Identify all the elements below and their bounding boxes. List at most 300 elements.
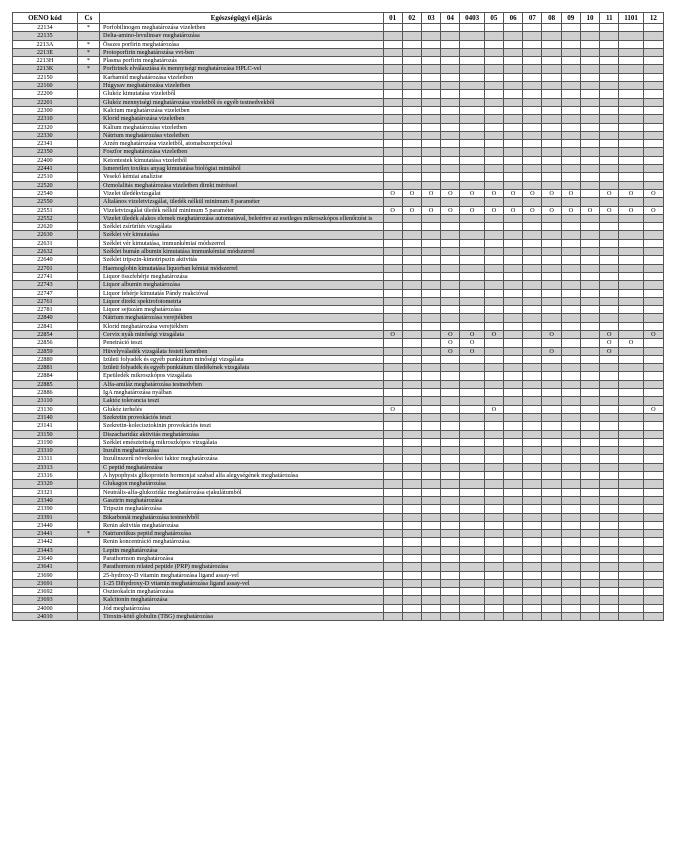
table-row <box>13 521 664 529</box>
procedure-name-cell: Parathormon meghatározása <box>100 555 383 563</box>
mark-cell <box>619 380 643 388</box>
mark-cell <box>600 505 619 513</box>
mark-cell <box>503 32 522 40</box>
mark-cell <box>600 613 619 621</box>
mark-cell <box>643 239 663 247</box>
mark-cell <box>619 256 643 264</box>
procedure-name-cell: Liquor sejtszám meghatározása <box>100 306 383 314</box>
mark-cell <box>600 355 619 363</box>
mark-cell <box>383 438 402 446</box>
mark-cell <box>460 297 484 305</box>
mark-cell <box>421 148 440 156</box>
mark-cell <box>383 281 402 289</box>
table-body <box>13 24 664 621</box>
cs-cell <box>77 563 99 571</box>
mark-cell <box>402 281 421 289</box>
mark-cell <box>542 131 561 139</box>
mark-cell <box>523 98 542 106</box>
mark-cell <box>421 555 440 563</box>
mark-cell <box>503 314 522 322</box>
mark-cell <box>441 65 460 73</box>
mark-cell <box>561 98 580 106</box>
mark-cell <box>383 256 402 264</box>
mark-cell <box>503 521 522 529</box>
mark-cell <box>441 98 460 106</box>
mark-cell <box>383 264 402 272</box>
mark-cell <box>643 355 663 363</box>
mark-cell <box>619 347 643 355</box>
table-row <box>13 505 664 513</box>
mark-cell <box>561 297 580 305</box>
mark-cell <box>402 505 421 513</box>
mark-cell <box>542 148 561 156</box>
mark-cell <box>600 389 619 397</box>
mark-cell <box>421 530 440 538</box>
mark-cell <box>542 297 561 305</box>
mark-cell <box>643 364 663 372</box>
mark-cell <box>402 480 421 488</box>
cs-cell <box>77 98 99 106</box>
mark-cell <box>619 156 643 164</box>
procedure-name-cell: Leptin meghatározása <box>100 546 383 554</box>
mark-cell <box>523 181 542 189</box>
mark-cell <box>484 223 503 231</box>
mark-cell <box>561 339 580 347</box>
mark-cell <box>402 156 421 164</box>
mark-cell <box>402 123 421 131</box>
oeno-code-cell: 22620 <box>13 223 78 231</box>
mark-cell <box>600 546 619 554</box>
mark-cell <box>402 555 421 563</box>
mark-cell <box>421 140 440 148</box>
procedure-table <box>12 12 664 621</box>
mark-cell <box>503 555 522 563</box>
mark-cell: O <box>383 330 402 338</box>
oeno-code-cell: 23640 <box>13 555 78 563</box>
mark-cell <box>523 405 542 413</box>
mark-cell <box>561 555 580 563</box>
mark-cell <box>421 73 440 81</box>
mark-cell <box>421 214 440 222</box>
mark-cell <box>402 571 421 579</box>
mark-cell <box>580 123 599 131</box>
cs-cell <box>77 165 99 173</box>
procedure-name-cell: Glukóz terhelés <box>100 405 383 413</box>
mark-cell <box>600 256 619 264</box>
cs-cell <box>77 281 99 289</box>
oeno-code-cell: 22840 <box>13 314 78 322</box>
mark-cell <box>402 173 421 181</box>
oeno-code-cell: 22856 <box>13 339 78 347</box>
mark-cell <box>600 281 619 289</box>
mark-cell <box>421 24 440 32</box>
mark-cell: O <box>460 330 484 338</box>
mark-cell <box>402 322 421 330</box>
mark-cell <box>619 355 643 363</box>
oeno-code-cell: 22135 <box>13 32 78 40</box>
mark-cell <box>580 538 599 546</box>
mark-cell <box>580 521 599 529</box>
mark-cell <box>484 198 503 206</box>
mark-cell <box>421 422 440 430</box>
mark-cell: O <box>441 330 460 338</box>
mark-cell <box>484 289 503 297</box>
mark-cell <box>421 123 440 131</box>
mark-cell <box>460 90 484 98</box>
mark-cell <box>503 289 522 297</box>
mark-cell <box>619 596 643 604</box>
cs-cell <box>77 579 99 587</box>
mark-cell <box>421 596 440 604</box>
mark-cell <box>523 223 542 231</box>
mark-cell <box>441 405 460 413</box>
mark-cell <box>503 322 522 330</box>
mark-cell <box>460 73 484 81</box>
mark-cell <box>460 115 484 123</box>
mark-cell <box>542 397 561 405</box>
mark-cell <box>542 272 561 280</box>
mark-cell <box>580 555 599 563</box>
mark-cell <box>383 48 402 56</box>
mark-cell <box>441 48 460 56</box>
table-row <box>13 463 664 471</box>
oeno-code-cell: 22743 <box>13 281 78 289</box>
mark-cell <box>542 48 561 56</box>
mark-cell <box>561 32 580 40</box>
mark-cell <box>580 264 599 272</box>
mark-cell <box>619 538 643 546</box>
mark-cell <box>643 223 663 231</box>
mark-cell <box>523 123 542 131</box>
mark-cell <box>643 422 663 430</box>
mark-cell <box>600 98 619 106</box>
cs-cell <box>77 430 99 438</box>
mark-cell <box>441 198 460 206</box>
mark-cell <box>383 555 402 563</box>
cs-cell: * <box>77 40 99 48</box>
procedure-name-cell: Laktóz tolerancia teszt <box>100 397 383 405</box>
oeno-code-cell: 23313 <box>13 463 78 471</box>
mark-cell <box>383 140 402 148</box>
mark-cell <box>503 90 522 98</box>
mark-cell <box>460 430 484 438</box>
mark-cell <box>561 596 580 604</box>
mark-cell <box>542 438 561 446</box>
cs-cell <box>77 223 99 231</box>
procedure-name-cell: Izületi folyadék és egyéb punktátum üledékének vizsgálata <box>100 364 383 372</box>
mark-cell: O <box>600 189 619 197</box>
table-row <box>13 231 664 239</box>
mark-cell <box>460 571 484 579</box>
mark-cell <box>441 239 460 247</box>
table-row <box>13 306 664 314</box>
mark-cell <box>643 181 663 189</box>
oeno-code-cell: 23316 <box>13 472 78 480</box>
mark-cell <box>561 65 580 73</box>
mark-cell <box>643 82 663 90</box>
mark-cell <box>561 239 580 247</box>
procedure-name-cell: Nátrium meghatározása verejtékben <box>100 314 383 322</box>
mark-cell <box>421 430 440 438</box>
oeno-code-cell: 23443 <box>13 546 78 554</box>
mark-cell: O <box>523 189 542 197</box>
mark-cell <box>484 571 503 579</box>
table-row <box>13 223 664 231</box>
procedure-name-cell: Porfobilinogen meghatározása vizeletben <box>100 24 383 32</box>
mark-cell <box>600 579 619 587</box>
table-row <box>13 73 664 81</box>
cs-cell <box>77 472 99 480</box>
oeno-code-cell: 23692 <box>13 588 78 596</box>
mark-cell <box>643 430 663 438</box>
oeno-code-cell: 23442 <box>13 538 78 546</box>
mark-cell <box>503 223 522 231</box>
mark-cell <box>460 364 484 372</box>
header-row <box>13 13 664 24</box>
mark-cell <box>542 90 561 98</box>
mark-cell <box>441 604 460 612</box>
mark-cell <box>484 538 503 546</box>
mark-cell <box>643 73 663 81</box>
mark-cell <box>441 24 460 32</box>
mark-cell <box>561 131 580 139</box>
mark-cell <box>542 430 561 438</box>
cs-cell <box>77 546 99 554</box>
mark-cell <box>619 198 643 206</box>
mark-cell: O <box>460 189 484 197</box>
mark-cell <box>600 413 619 421</box>
mark-cell <box>561 314 580 322</box>
procedure-name-cell: Glukagon meghatározása <box>100 480 383 488</box>
mark-cell <box>561 613 580 621</box>
mark-cell <box>523 272 542 280</box>
mark-cell <box>383 131 402 139</box>
mark-cell <box>421 272 440 280</box>
mark-cell <box>421 505 440 513</box>
mark-cell <box>600 239 619 247</box>
mark-cell <box>421 306 440 314</box>
mark-cell <box>523 355 542 363</box>
mark-cell <box>503 596 522 604</box>
procedure-name-cell: Foszfor meghatározása vizeletben <box>100 148 383 156</box>
mark-cell <box>441 364 460 372</box>
mark-cell <box>643 123 663 131</box>
mark-cell <box>619 82 643 90</box>
mark-cell <box>542 98 561 106</box>
mark-cell <box>542 405 561 413</box>
mark-cell <box>580 156 599 164</box>
mark-cell <box>503 281 522 289</box>
cs-cell <box>77 496 99 504</box>
oeno-code-cell: 22300 <box>13 106 78 114</box>
mark-cell <box>383 422 402 430</box>
mark-cell <box>503 40 522 48</box>
mark-cell <box>383 214 402 222</box>
procedure-name-cell: Plasma porfirin meghatározás <box>100 57 383 65</box>
table-row <box>13 289 664 297</box>
mark-cell <box>619 438 643 446</box>
mark-cell: O <box>402 206 421 214</box>
mark-cell <box>441 73 460 81</box>
mark-cell <box>643 380 663 388</box>
mark-cell <box>503 389 522 397</box>
mark-cell <box>580 596 599 604</box>
mark-cell <box>542 613 561 621</box>
cs-cell <box>77 239 99 247</box>
mark-cell <box>484 579 503 587</box>
cs-cell: * <box>77 530 99 538</box>
mark-cell <box>402 521 421 529</box>
procedure-name-cell: Gasztrin meghatározása <box>100 496 383 504</box>
table-row <box>13 156 664 164</box>
mark-cell <box>619 24 643 32</box>
cs-cell <box>77 339 99 347</box>
mark-cell <box>402 223 421 231</box>
cs-cell <box>77 380 99 388</box>
mark-cell <box>542 538 561 546</box>
mark-cell <box>561 563 580 571</box>
mark-cell <box>402 355 421 363</box>
mark-cell <box>523 613 542 621</box>
mark-cell <box>503 538 522 546</box>
mark-cell <box>643 347 663 355</box>
oeno-code-cell: 22320 <box>13 123 78 131</box>
mark-cell <box>503 380 522 388</box>
mark-cell <box>542 380 561 388</box>
mark-cell <box>619 579 643 587</box>
mark-cell <box>561 40 580 48</box>
cs-cell <box>77 397 99 405</box>
mark-cell <box>600 513 619 521</box>
mark-cell <box>421 131 440 139</box>
mark-cell <box>561 480 580 488</box>
mark-cell <box>523 364 542 372</box>
oeno-code-cell: 22640 <box>13 256 78 264</box>
mark-cell <box>643 521 663 529</box>
mark-cell <box>421 546 440 554</box>
mark-cell <box>421 156 440 164</box>
mark-cell: O <box>643 189 663 197</box>
cs-cell <box>77 555 99 563</box>
mark-cell <box>600 223 619 231</box>
mark-cell <box>523 82 542 90</box>
mark-cell: O <box>561 206 580 214</box>
col-header-1101: 1101 <box>619 13 643 24</box>
mark-cell <box>441 563 460 571</box>
mark-cell <box>441 546 460 554</box>
mark-cell <box>600 148 619 156</box>
oeno-code-cell: 22441 <box>13 165 78 173</box>
mark-cell <box>460 380 484 388</box>
mark-cell <box>523 32 542 40</box>
mark-cell <box>619 372 643 380</box>
mark-cell <box>600 447 619 455</box>
mark-cell <box>523 24 542 32</box>
mark-cell <box>383 24 402 32</box>
mark-cell <box>619 505 643 513</box>
mark-cell <box>441 579 460 587</box>
oeno-code-cell: 22884 <box>13 372 78 380</box>
procedure-name-cell: Haemoglobin kimutatása liquorban kémiai módszerrel <box>100 264 383 272</box>
cs-cell <box>77 521 99 529</box>
mark-cell <box>503 339 522 347</box>
mark-cell <box>383 156 402 164</box>
table-row <box>13 123 664 131</box>
mark-cell <box>383 289 402 297</box>
oeno-code-cell: 23140 <box>13 413 78 421</box>
mark-cell <box>561 231 580 239</box>
mark-cell <box>503 48 522 56</box>
mark-cell <box>580 223 599 231</box>
mark-cell <box>619 613 643 621</box>
mark-cell <box>643 248 663 256</box>
procedure-name-cell: Inzulinszerű növekedési faktor meghatározása <box>100 455 383 463</box>
mark-cell <box>600 322 619 330</box>
mark-cell <box>402 272 421 280</box>
mark-cell <box>580 530 599 538</box>
mark-cell <box>619 239 643 247</box>
mark-cell: O <box>643 330 663 338</box>
mark-cell <box>523 571 542 579</box>
mark-cell <box>561 198 580 206</box>
mark-cell <box>383 165 402 173</box>
mark-cell <box>542 198 561 206</box>
mark-cell: O <box>600 339 619 347</box>
table-row <box>13 106 664 114</box>
mark-cell <box>383 463 402 471</box>
mark-cell <box>542 463 561 471</box>
oeno-code-cell: 23141 <box>13 422 78 430</box>
mark-cell: O <box>383 206 402 214</box>
mark-cell <box>383 248 402 256</box>
oeno-code-cell: 23190 <box>13 438 78 446</box>
mark-cell <box>421 115 440 123</box>
mark-cell <box>580 256 599 264</box>
mark-cell <box>619 413 643 421</box>
mark-cell <box>421 231 440 239</box>
mark-cell <box>643 488 663 496</box>
cs-cell <box>77 148 99 156</box>
mark-cell <box>402 264 421 272</box>
mark-cell <box>523 563 542 571</box>
mark-cell <box>484 140 503 148</box>
mark-cell <box>441 281 460 289</box>
mark-cell <box>542 165 561 173</box>
mark-cell <box>542 214 561 222</box>
oeno-code-cell: 22400 <box>13 156 78 164</box>
mark-cell <box>643 596 663 604</box>
mark-cell <box>441 513 460 521</box>
mark-cell <box>542 372 561 380</box>
table-row <box>13 48 664 56</box>
mark-cell <box>421 563 440 571</box>
col-header-cs: Cs <box>77 13 99 24</box>
mark-cell <box>421 496 440 504</box>
mark-cell <box>460 513 484 521</box>
mark-cell <box>421 472 440 480</box>
mark-cell <box>421 281 440 289</box>
procedure-name-cell: Liquor albumin meghatározása <box>100 281 383 289</box>
col-header-02: 02 <box>402 13 421 24</box>
mark-cell <box>402 289 421 297</box>
mark-cell <box>561 472 580 480</box>
mark-cell <box>402 447 421 455</box>
mark-cell <box>643 530 663 538</box>
mark-cell <box>619 140 643 148</box>
mark-cell <box>561 140 580 148</box>
mark-cell <box>523 430 542 438</box>
mark-cell <box>542 156 561 164</box>
